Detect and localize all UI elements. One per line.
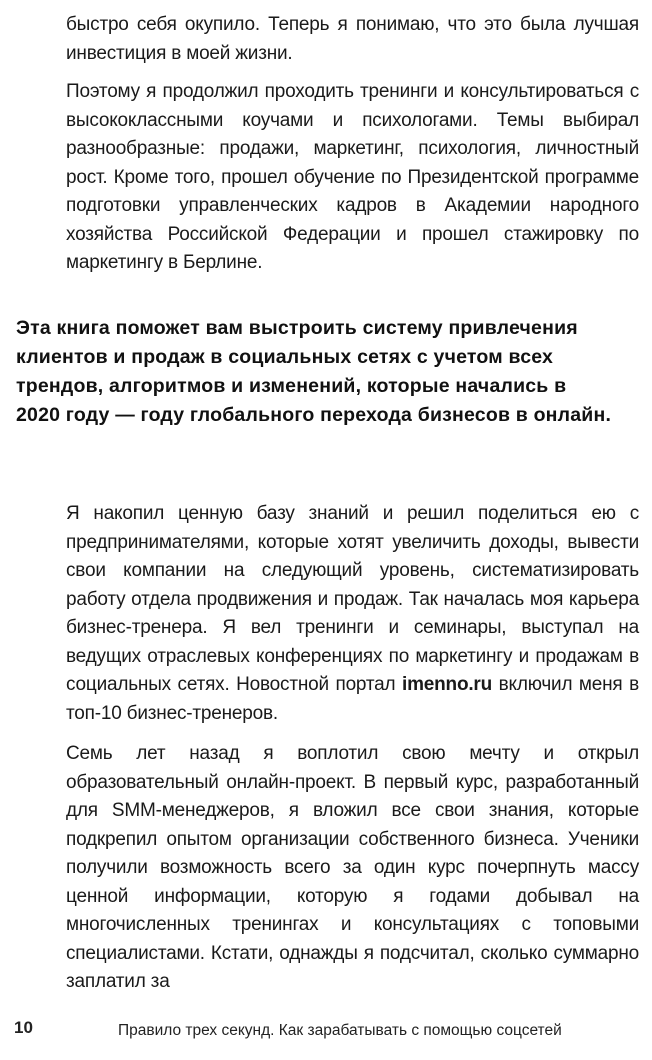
paragraph-1: быстро себя окупило. Теперь я понимаю, что это была лучшая инвестиция в моей жизни. bbox=[66, 14, 639, 64]
website-name: imenno.ru bbox=[402, 674, 493, 695]
paragraph-3 bbox=[66, 500, 639, 728]
paragraph-4: Семь лет назад я воплотил свою мечту и открыл образовательный онлайн-проект. В первый курс, разработанный для SMM-менеджеров, я вложил все свои знания, которые подкрепил опытом организации собственного бизнеса. Ученики получили возможность всего за один курс почерпнуть массу ценной информации, которую я годами добывал на многочисленных тренингах и консультациях с топовыми специалистами. Кстати, однажды я подсчитал, сколько суммарно заплатил за bbox=[66, 743, 639, 992]
paragraph-3-text-before: Я накопил ценную базу знаний и решил поделиться ею с предпринимателями, которые хотят увеличить доходы, вывести свои компании на следующий уровень, систематизировать работу отдела продвижения и продаж. Так началась моя карьера бизнес-тренера. Я вел тренинги и семинары, выступал на ведущих отраслевых конференциях по маркетингу и продажам в социальных сетях. Новостной портал bbox=[66, 503, 639, 695]
callout-highlight: Эта книга поможет вам выстроить систему привлечения клиентов и продаж в социальных сетях с учетом всех трендов, алгоритмов и изменений, которые начались в 2020 году — году глобального перехода бизнесов в онлайн. bbox=[16, 317, 612, 426]
running-footer-title: Правило трех секунд. Как зарабатывать с помощью соцсетей bbox=[118, 1022, 562, 1039]
paragraph-3-text-after: включил меня в топ-10 бизнес-тренеров. bbox=[66, 674, 639, 724]
paragraph-2: Поэтому я продолжил проходить тренинги и консультироваться с высококлассными коучами и психологами. Темы выбирал разнообразные: продажи, маркетинг, психология, личностный рост. Кроме того, прошел обучение по Президентской программе подготовки управленческих кадров в Академии народного хозяйства Российской Федерации и прошел стажировку по маркетингу в Берлине. bbox=[66, 81, 639, 273]
page-number: 10 bbox=[14, 1018, 33, 1037]
